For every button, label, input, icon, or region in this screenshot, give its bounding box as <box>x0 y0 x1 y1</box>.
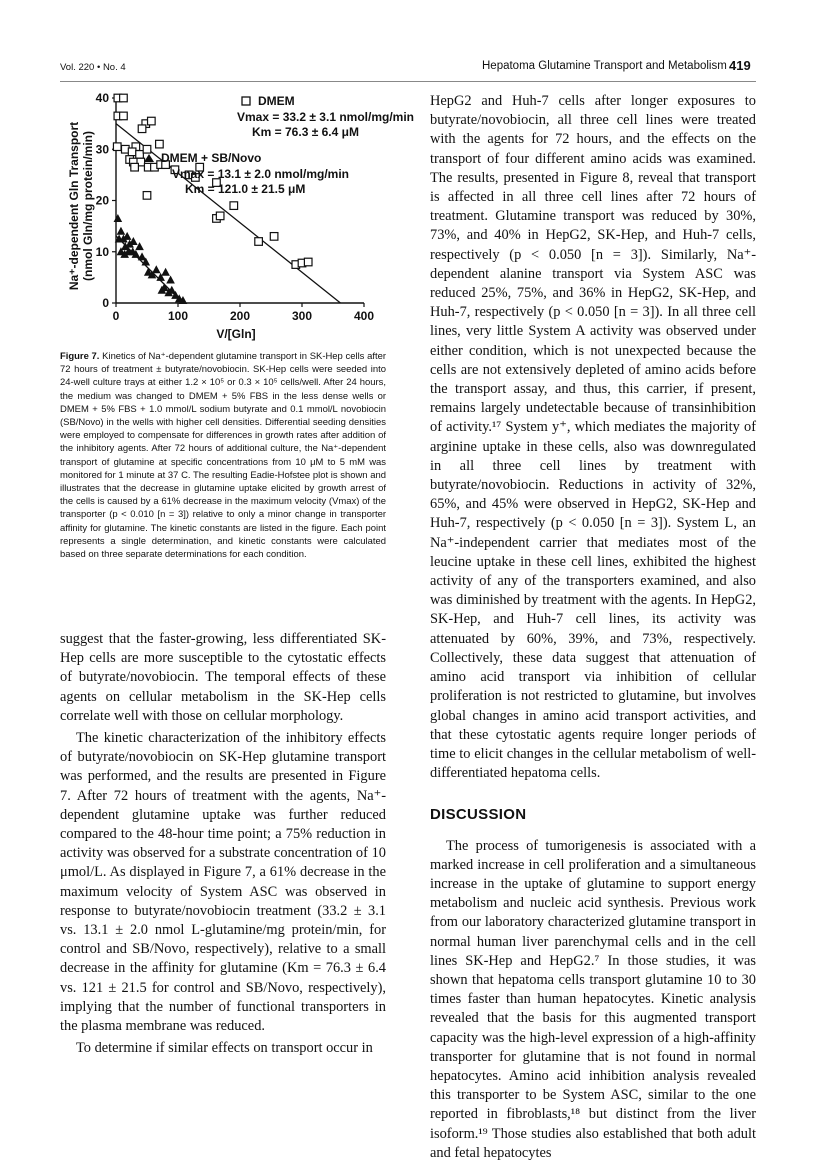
data-point-square <box>255 238 263 246</box>
data-point-square <box>156 140 164 148</box>
y-tick-label: 20 <box>95 193 109 208</box>
data-point-square <box>216 212 224 220</box>
legend-series2-name: DMEM + SB/Novo <box>161 151 262 165</box>
data-point-square <box>270 233 278 241</box>
x-axis-label: V/[Gln] <box>216 327 256 341</box>
figure-7 <box>58 88 414 350</box>
data-point-square <box>128 148 136 156</box>
data-point-triangle <box>166 275 175 283</box>
data-point-square <box>138 125 146 133</box>
header-rule <box>60 81 756 82</box>
section-heading: DISCUSSION <box>430 806 527 824</box>
data-point-triangle <box>114 214 123 222</box>
data-point-triangle <box>117 227 126 235</box>
paragraph: The process of tumorigenesis is associated with a marked increase in cell proliferation and a simultaneous increase in the uptake of glutamine to support energy metabolism and nucleic acid synthesis. Previous work from our laboratory characterized glutamine transport in normal human liver parenchymal cells and in the cell lines SK-Hep and HepG2.⁷ In those studies, it was shown that hepatoma cells transport glutamine 10 to 30 times faster than human hepatocytes. Kinetic analysis revealed that the basis for this augmented transport capacity was the high-level expression of a high-affinity transporter for glutamine that is not found in normal hepatocytes. Amino acid inhibition analysis revealed this transporter to be System ASC, similar to the one reported in fibroblasts,¹⁸ but distinct from the liver isoform.¹⁹ Those studies also established that both adult and fetal hepatocytes <box>430 837 756 1161</box>
data-point-square <box>131 163 139 171</box>
data-point-square <box>143 145 151 153</box>
right-column <box>430 92 756 1163</box>
paragraph: HepG2 and Huh-7 cells after longer exposures to butyrate/novobiocin, all three cell lines were treated with the agents for 72 hours, and the effects on the transport of four different amino acids was examined. The results, presented in Figure 8, reveal that transport is affected in all three cell lines after 72 hours of treatment. Glutamine transport was reduced by 30%, 73%, and 40% in HepG2, SK-Hep, and Huh-7 cells, respectively (p < 0.050 [n = 3]). Similarly, Na⁺-dependent alanine transport via System ASC was reduced 25%, 75%, and 36% in HepG2, SK-Hep, and Huh-7, respectively (p < 0.050 [n = 3]). In all three cell lines, very little System A activity was observed under either condition, which is not unexpected because the cells are not extensively depleted of amino acids before the transport assay, and thus, this carrier, if present, remains largely undetectable because of transinhibition of activity.¹⁷ System y⁺, which mediates the majority of arginine uptake in these cells, also was downregulated in all three cell lines by treatment with butyrate/novobiocin. Reductions in activity of 32%, 65%, and 45% were observed in HepG2, SK-Hep and Huh-7, respectively (p < 0.050 [n = 3]). System L, an Na⁺-independent carrier that mediates most of the leucine uptake in these cell lines, exhibited the highest activity of any of the transporters examined, and also was diminished by treatment with the agents. In HepG2, SK-Hep, and Huh-7 cell lines, its activity was attenuated by 60%, 39%, and 73%, respectively. Collectively, these data suggest that attenuation of amino acid transport via inhibition of cellular proliferation is not restricted to glutamine, but involves global changes in amino acid transport activities, and that these cytostatic agents require longer periods of time to elicit changes in the cellular metabolism of well-differentiated hepatoma cells. <box>430 93 756 782</box>
paragraph: suggest that the faster-growing, less differentiated SK-Hep cells are more susceptible to the cytostatic effects of butyrate/novobiocin. The temporal effects of these agents on cellular metabolism in the SK-Hep cells correlate well with those on cellular morphology. <box>60 631 386 724</box>
legend-triangle-marker <box>144 154 154 162</box>
legend-square-marker <box>242 97 250 105</box>
data-point-triangle <box>152 265 161 273</box>
data-point-square <box>120 112 128 120</box>
legend-series2-km: Km = 121.0 ± 21.5 μM <box>185 182 306 196</box>
data-point-square <box>136 151 144 159</box>
running-header <box>0 58 816 76</box>
paragraph: The kinetic characterization of the inhibitory effects of butyrate/novobiocin on SK-Hep glutamine transport was performed, and the results are presented in Figure 7. After 72 hours of treatment with the agents, Na⁺-dependent glutamine uptake was further reduced compared to the 48-hour time point; a 75% reduction in activity was observed for a substrate concentration of 10 μmol/L. As displayed in Figure 7, a 61% decrease in the maximum velocity of System ASC was observed in response to butyrate/novobiocin treatment (33.2 ± 3.1 vs. 13.1 ± 2.0 nmol L-glutamine/mg protein/min, for control and SB/Novo, respectively), relative to a small decrease in the affinity for glutamine (Km = 76.3 ± 6.4 vs. 121 ± 21.5 for control and SB/Novo, respectively), implying that the number of functional transporters in the plasma membrane was reduced. <box>60 730 386 1035</box>
x-tick-label: 300 <box>291 309 313 323</box>
x-tick-label: 0 <box>112 309 120 323</box>
y-axis-label-line1: Na⁺-dependent Gln Transport <box>67 121 81 291</box>
y-tick-label: 40 <box>95 91 109 105</box>
legend-series1-vmax: Vmax = 33.2 ± 3.1 nmol/mg/min <box>237 110 414 124</box>
left-column <box>60 630 386 1058</box>
figure-caption <box>60 350 386 561</box>
legend <box>144 94 414 196</box>
eadie-hofstee-chart <box>58 88 414 350</box>
data-point-square <box>148 117 156 125</box>
y-tick-label: 0 <box>102 296 109 310</box>
legend-series1-name: DMEM <box>258 94 295 108</box>
caption-text: Kinetics of Na⁺-dependent glutamine transport in SK-Hep cells after 72 hours of treatment ± butyrate/novobiocin. SK-Hep cells were seeded into 24-well culture trays at either 1.2 × 10⁵ or 0.3 × 10⁵ cells/well. After 24 hours, the medium was changed to DMEM + 5% FBS in the less dense wells or DMEM + 5% FBS + 1.0 mmol/L sodium butyrate and 0.1 mmol/L novobiocin (SB/Novo) in the wells with higher cell densities. Differential seeding densities were employed to compensate for differences in growth rates after addition of the inhibitory agents. After 72 hours of additional culture, the Na⁺-dependent transport of glutamine at specific concentrations from 10 μM to 5 mM was monitored for 1 minute at 37 C. The resulting Eadie-Hofstee plot is shown and illustrates that the decrease in glutamine uptake elicited by growth arrest of the cells is caused by a 61% decrease in the maximum velocity (Vmax) of the transporter (p < 0.010 [n = 3]) relative to only a minor change in transporter affinity for glutamine. The kinetic constants are listed in the figure. Each point represents a single determination, and kinetic constants were calculated based on three separate determinations for each condition. <box>60 351 386 561</box>
page-number: 419 <box>729 58 751 73</box>
x-tick-label: 100 <box>167 309 189 323</box>
y-tick-label: 30 <box>95 142 109 157</box>
x-tick-label: 200 <box>229 309 251 323</box>
data-point-square <box>143 192 151 200</box>
data-point-square <box>113 143 121 151</box>
data-point-square <box>230 202 238 210</box>
legend-series2-vmax: Vmax = 13.1 ± 2.0 nmol/mg/min <box>172 167 349 181</box>
data-point-triangle <box>161 268 170 276</box>
y-axis-label-line2: (nmol Gln/mg protein/min) <box>81 131 95 281</box>
running-title: Hepatoma Glutamine Transport and Metabolism <box>482 60 727 72</box>
volume-label: Vol. 220 • No. 4 <box>60 62 126 73</box>
data-point-square <box>120 94 128 102</box>
legend-series1-km: Km = 76.3 ± 6.4 μM <box>252 125 359 139</box>
x-tick-label: 400 <box>353 309 375 323</box>
y-tick-label: 10 <box>95 244 109 259</box>
data-point-square <box>304 258 312 266</box>
paragraph: To determine if similar effects on transport occur in <box>76 1040 373 1057</box>
caption-label: Figure 7. <box>60 351 100 362</box>
